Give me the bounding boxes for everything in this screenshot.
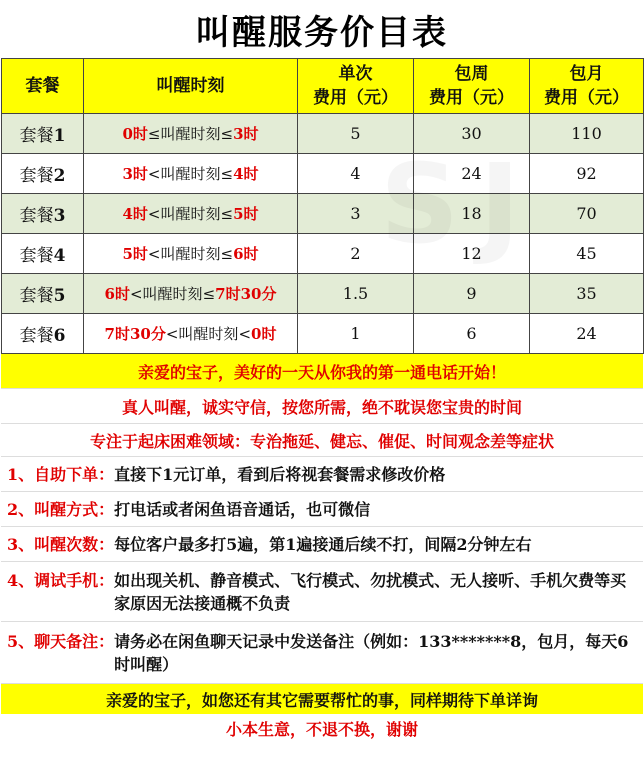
table-row [2, 114, 644, 154]
package-cell: 套餐3 [2, 194, 84, 234]
weekly-fee-cell: 12 [414, 234, 530, 274]
rule-text: 每位客户最多打5遍，第1遍接通后续不打，间隔2分钟左右 [114, 534, 532, 554]
page-title: 叫醒服务价目表 [196, 12, 448, 53]
rule-wake-count [1, 527, 643, 562]
time-cell: 6时<叫醒时刻≤7时30分 [84, 274, 298, 314]
weekly-fee-cell: 6 [414, 314, 530, 354]
time-cell: 7时30分<叫醒时刻<0时 [84, 314, 298, 354]
focus-banner [1, 424, 643, 457]
table-row [2, 314, 644, 354]
table-header-row [2, 59, 644, 114]
monthly-fee-cell: 45 [530, 234, 644, 274]
rule-text: 请务必在闲鱼聊天记录中发送备注（例如：133*******8，包月，每天6时叫醒） [114, 632, 629, 674]
table-row [2, 274, 644, 314]
rule-label: 4、调试手机： [7, 571, 115, 590]
single-fee-cell: 1 [298, 314, 414, 354]
rule-chat-note [1, 622, 643, 684]
package-cell: 套餐2 [2, 154, 84, 194]
rule-label: 2、叫醒方式： [7, 499, 115, 519]
rule-text: 如出现关机、静音模式、飞行模式、勿扰模式、无人接听、手机欠费等买家原因无法接通概不负责 [114, 571, 627, 613]
monthly-fee-cell: 92 [530, 154, 644, 194]
time-cell: 4时<叫醒时刻≤5时 [84, 194, 298, 234]
table-row [2, 234, 644, 274]
rule-label: 5、聊天备注： [7, 632, 115, 651]
header-single-fee: 单次 费用（元） [298, 59, 414, 114]
time-cell: 3时<叫醒时刻≤4时 [84, 154, 298, 194]
monthly-fee-cell: 24 [530, 314, 644, 354]
rule-text: 直接下1元订单，看到后将视套餐需求修改价格 [114, 464, 446, 484]
monthly-fee-cell: 70 [530, 194, 644, 234]
header-package: 套餐 [2, 59, 84, 114]
weekly-fee-cell: 30 [414, 114, 530, 154]
table-row [2, 154, 644, 194]
package-cell: 套餐5 [2, 274, 84, 314]
footer-text: 小本生意，不退不换，谢谢 [225, 719, 418, 739]
table-row [2, 194, 644, 234]
promise-banner [1, 389, 643, 424]
weekly-fee-cell: 9 [414, 274, 530, 314]
rule-wake-method [1, 492, 643, 527]
package-cell: 套餐1 [2, 114, 84, 154]
monthly-fee-cell: 110 [530, 114, 644, 154]
footer-banner [1, 714, 643, 742]
greeting-banner [1, 354, 643, 389]
single-fee-cell: 1.5 [298, 274, 414, 314]
focus-text: 专注于起床困难领域：专治拖延、健忘、催促、时间观念差等症状 [89, 431, 554, 451]
weekly-fee-cell: 24 [414, 154, 530, 194]
header-time: 叫醒时刻 [84, 59, 298, 114]
rule-phone-check [1, 562, 643, 622]
rule-text: 打电话或者闲鱼语音通话，也可微信 [114, 499, 371, 519]
rule-self-order [1, 457, 643, 492]
header-weekly-fee: 包周 费用（元） [414, 59, 530, 114]
single-fee-cell: 5 [298, 114, 414, 154]
monthly-fee-cell: 35 [530, 274, 644, 314]
rule-label: 3、叫醒次数： [7, 534, 115, 554]
time-cell: 5时<叫醒时刻≤6时 [84, 234, 298, 274]
package-cell: 套餐4 [2, 234, 84, 274]
price-table [1, 58, 644, 354]
time-cell: 0时≤叫醒时刻≤3时 [84, 114, 298, 154]
single-fee-cell: 4 [298, 154, 414, 194]
inquiry-text: 亲爱的宝子，如您还有其它需要帮忙的事，同样期待下单详询 [105, 690, 538, 710]
promise-text: 真人叫醒，诚实守信，按您所需，绝不耽误您宝贵的时间 [121, 397, 522, 417]
package-cell: 套餐6 [2, 314, 84, 354]
single-fee-cell: 2 [298, 234, 414, 274]
inquiry-banner [1, 684, 643, 714]
rule-label: 1、自助下单： [7, 464, 115, 484]
single-fee-cell: 3 [298, 194, 414, 234]
weekly-fee-cell: 18 [414, 194, 530, 234]
greeting-text: 亲爱的宝子，美好的一天从你我的第一通电话开始！ [137, 362, 506, 382]
header-monthly-fee: 包月 费用（元） [530, 59, 644, 114]
